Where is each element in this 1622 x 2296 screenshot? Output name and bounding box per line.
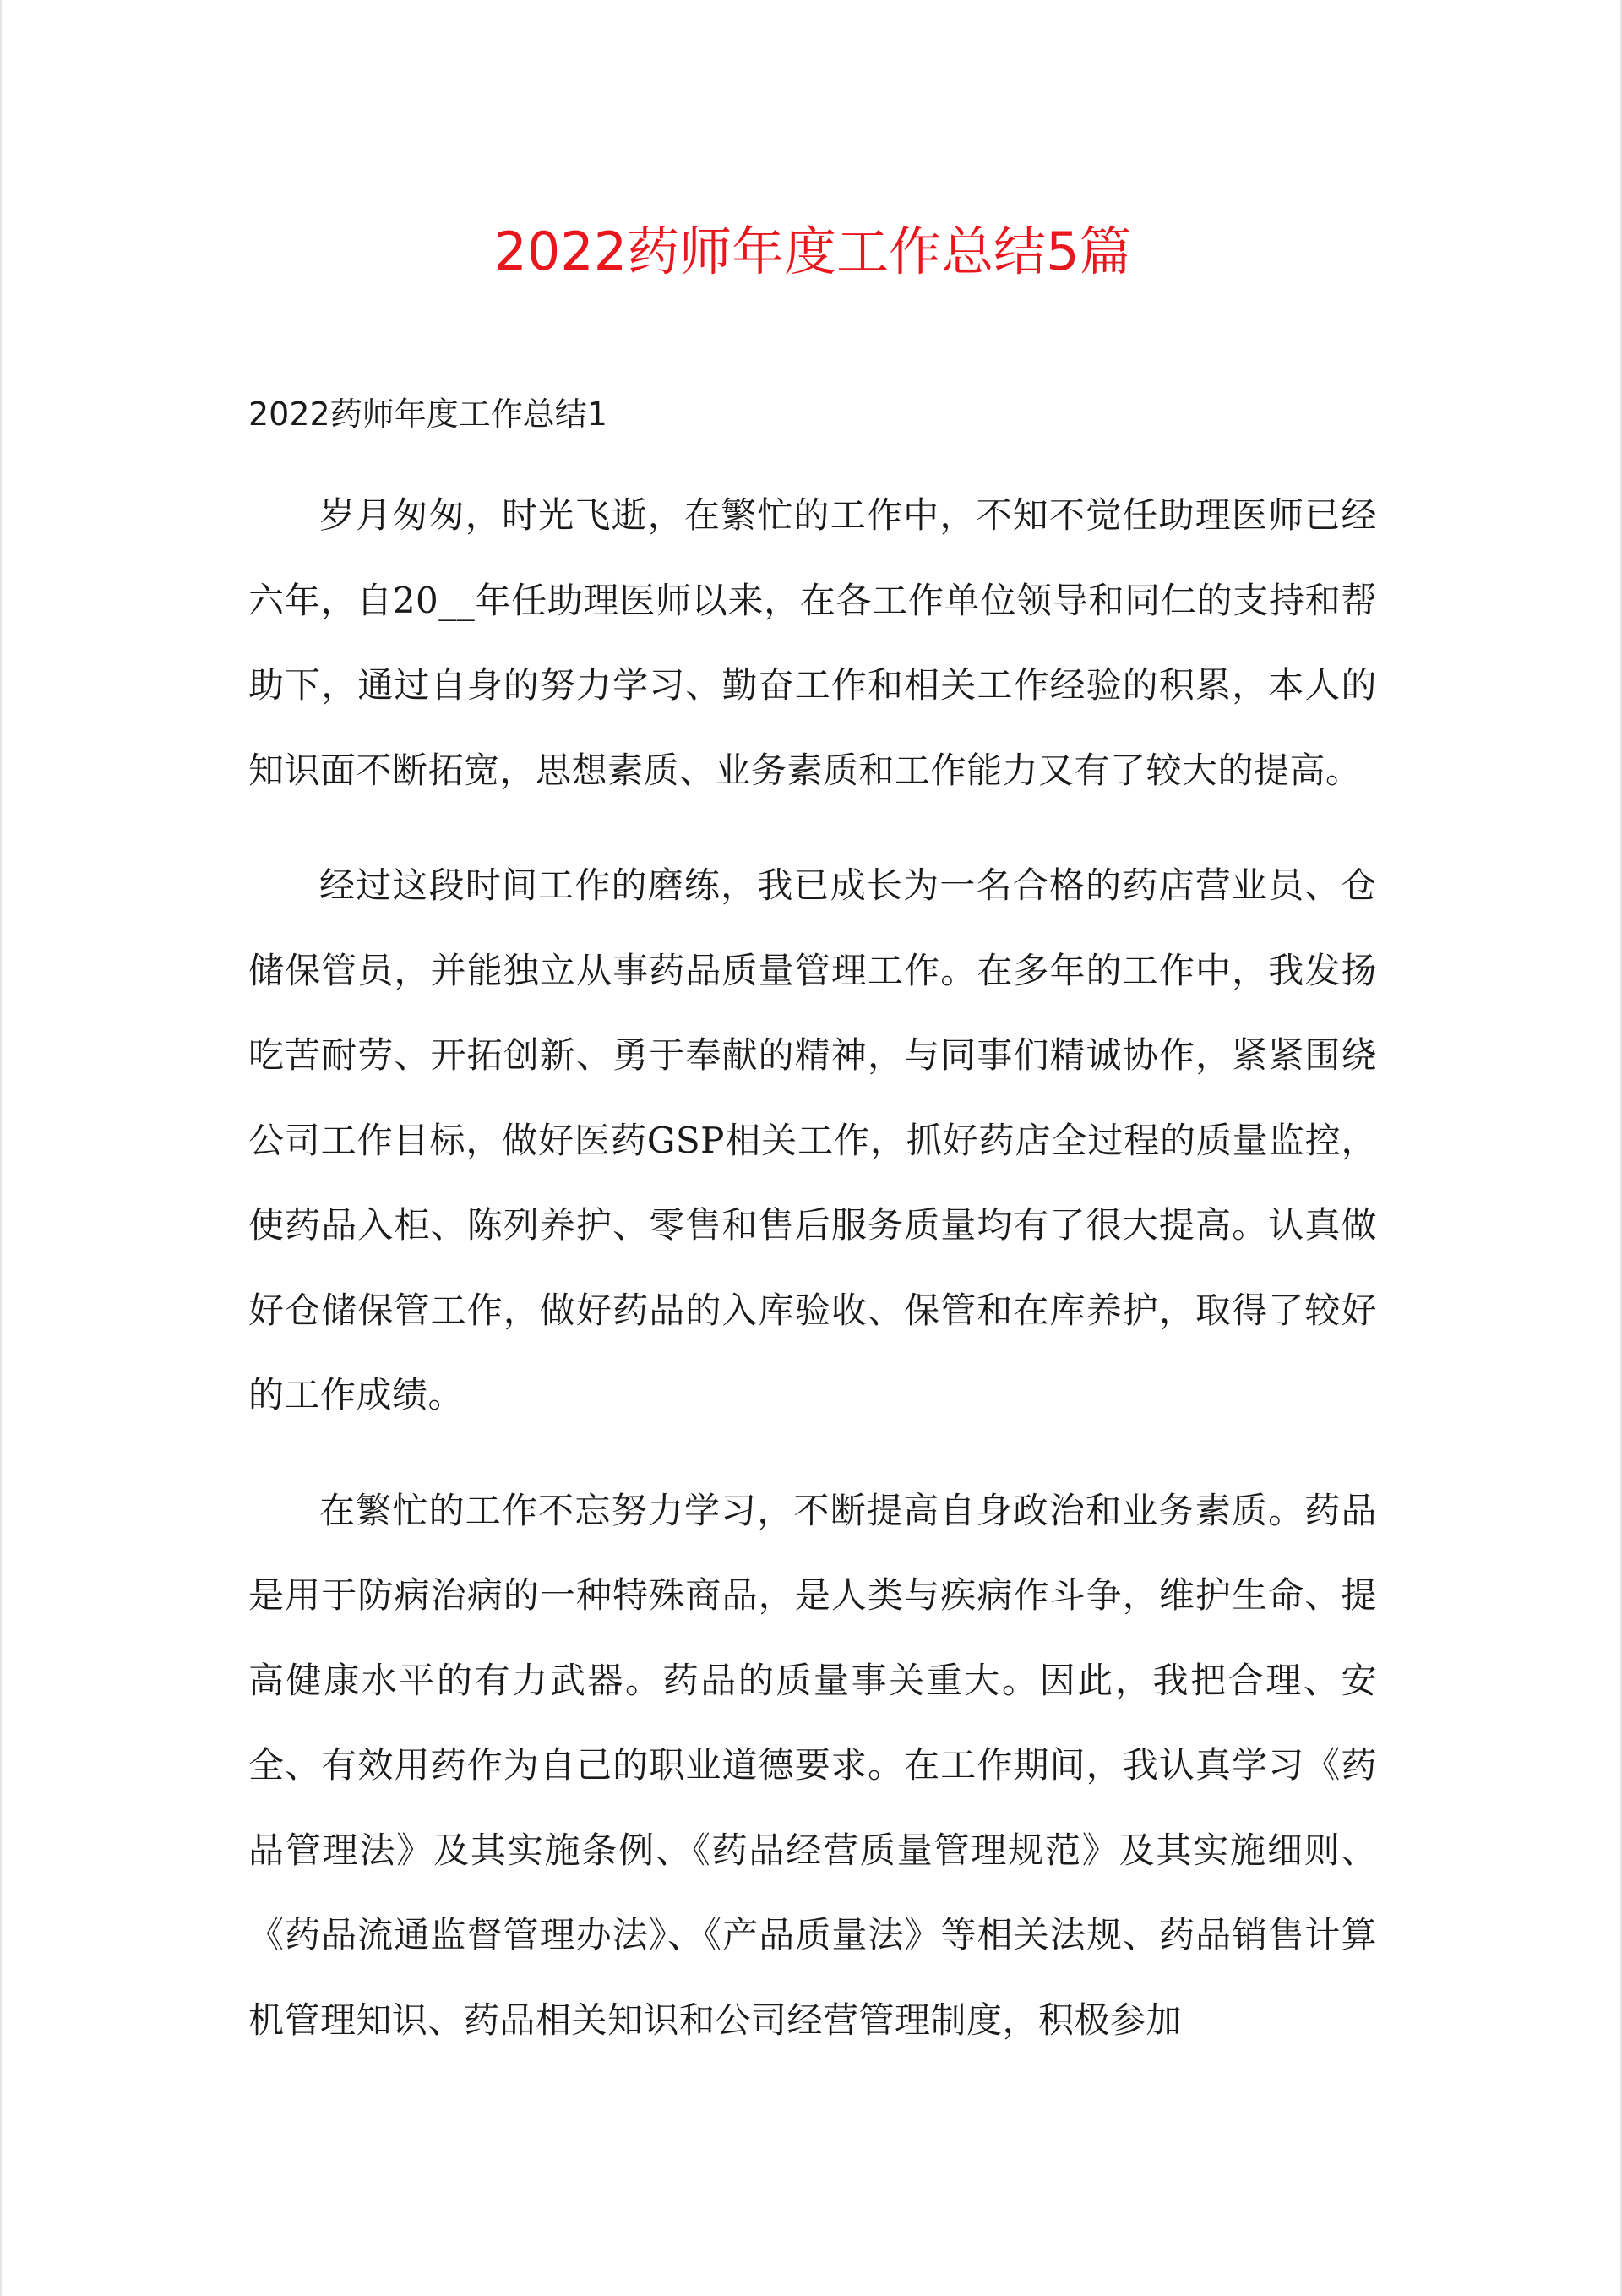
paragraph-1: 岁月匆匆，时光飞逝，在繁忙的工作中，不知不觉任助理医师已经六年，自20__年任助理医师以来，在各工作单位领导和同仁的支持和帮助下，通过自身的努力学习、勤奋工作和相关工作经验的积累，本人的知识面不断拓宽，思想素质、业务素质和工作能力又有了较大的提高。 <box>248 494 1377 791</box>
document-body <box>248 387 1377 2063</box>
section-heading: 2022药师年度工作总结1 <box>248 395 607 433</box>
document-title: 2022药师年度工作总结5篇 <box>493 221 1132 282</box>
paragraph-3: 在繁忙的工作不忘努力学习，不断提高自身政治和业务素质。药品是用于防病治病的一种特殊商品，是人类与疾病作斗争，维护生命、提高健康水平的有力武器。药品的质量事关重大。因此，我把合理、安全、有效用药作为自己的职业道德要求。在工作期间，我认真学习《药品管理法》及其实施条例、《药品经营质量管理规范》及其实施细则、《药品流通监督管理办法》、《产品质量法》等相关法规、药品销售计算机管理知识、药品相关知识和公司经营管理制度，积极参加 <box>248 1489 1377 2041</box>
paragraph-2: 经过这段时间工作的磨练，我已成长为一名合格的药店营业员、仓储保管员，并能独立从事药品质量管理工作。在多年的工作中，我发扬吃苦耐劳、开拓创新、勇于奉献的精神，与同事们精诚协作，紧紧围绕公司工作目标，做好医药GSP相关工作，抓好药店全过程的质量监控，使药品入柜、陈列养护、零售和售后服务质量均有了很大提高。认真做好仓储保管工作，做好药品的入库验收、保管和在库养护，取得了较好的工作成绩。 <box>248 864 1377 1415</box>
